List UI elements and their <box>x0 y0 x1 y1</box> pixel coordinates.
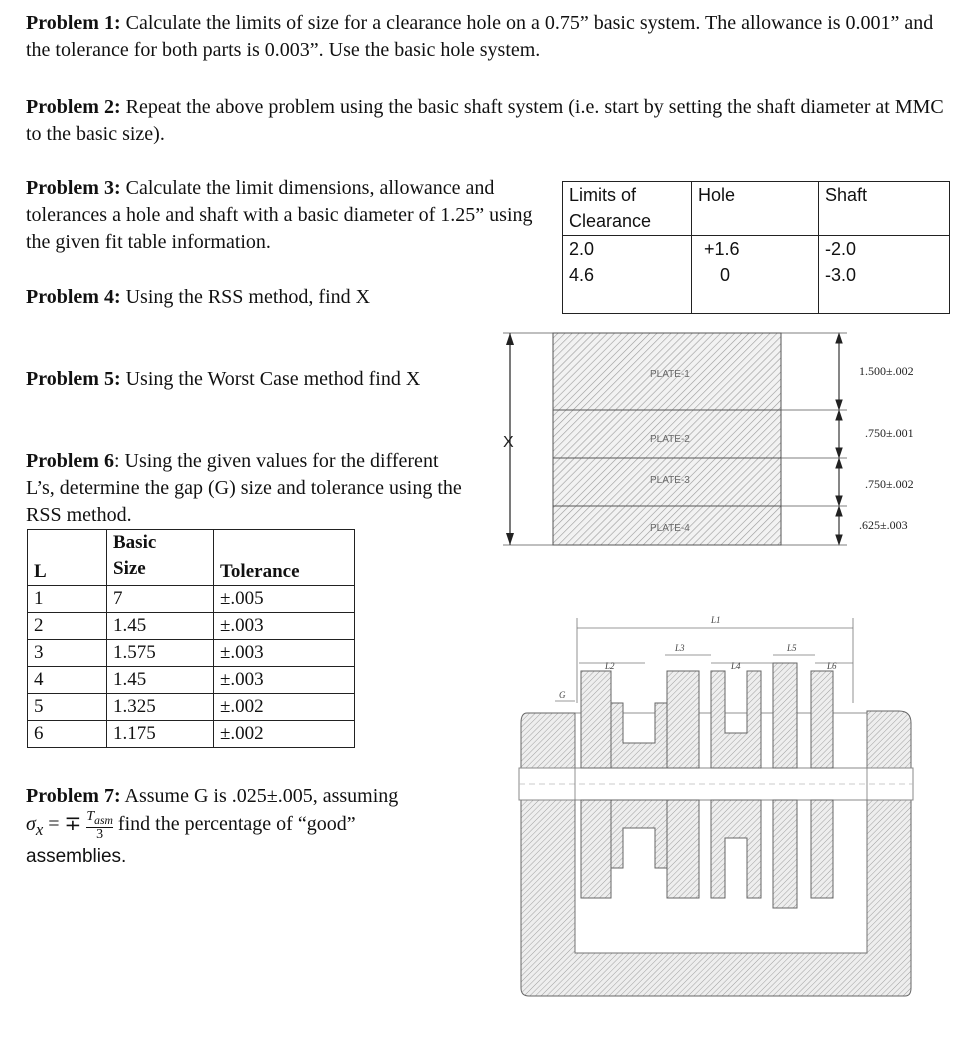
tolerance-cell: ±.003 <box>214 667 355 694</box>
sigma-equals: = ∓ <box>43 813 82 835</box>
size-cell: 1.175 <box>107 721 214 748</box>
size-cell: 1.45 <box>107 613 214 640</box>
plate-3-dim: .750±.002 <box>865 477 914 491</box>
fit-cell-hole <box>692 236 819 314</box>
fraction-numerator-sub: asm <box>94 813 113 827</box>
problem-7-line3: assemblies. <box>26 846 127 867</box>
problem-2-text: Repeat the above problem using the basic shaft system (i.e. start by setting the shaft diameter at MMC to the basic size). <box>26 96 944 145</box>
tolerance-cell: ±.002 <box>214 694 355 721</box>
fit-clearance-min: 4.6 <box>569 265 595 285</box>
tolerance-cell: ±.002 <box>214 721 355 748</box>
problem-7 <box>26 783 486 870</box>
fit-header-clearance: Limits of Clearance <box>563 182 692 236</box>
assembly-l6: L6 <box>827 661 837 671</box>
problem-6 <box>26 448 466 529</box>
fit-cell-clearance <box>563 236 692 314</box>
plate-4-label: PLATE-4 <box>650 523 690 534</box>
problem-4 <box>26 284 546 311</box>
problem-4-label: Problem 4: <box>26 286 121 308</box>
problem-2 <box>26 94 951 148</box>
problem-5 <box>26 366 486 393</box>
problem-3-text: Calculate the limit dimensions, allowance and tolerances a hole and shaft with a basic diameter of 1.25” using the given fit table information. <box>26 177 533 253</box>
size-cell: 1.325 <box>107 694 214 721</box>
fit-hole-lower: 0 <box>720 265 731 285</box>
l-header-basic-size <box>107 530 214 586</box>
fit-shaft-upper: -2.0 <box>825 239 857 259</box>
sigma-subscript: x <box>35 820 44 839</box>
plate-2 <box>553 410 781 458</box>
l-header-l: L <box>28 530 107 586</box>
tolerance-fraction <box>86 810 113 841</box>
fit-hole-upper: +1.6 <box>704 239 740 259</box>
fit-table <box>562 181 950 314</box>
sigma-formula <box>26 810 486 843</box>
l-cell: 2 <box>28 613 107 640</box>
x-label: X <box>503 434 514 451</box>
assembly-l5: L5 <box>787 643 797 653</box>
assembly-l3: L3 <box>675 643 685 653</box>
table-row <box>28 667 355 694</box>
plate-3 <box>553 458 781 506</box>
l-cell: 4 <box>28 667 107 694</box>
fit-shaft-lower: -3.0 <box>825 265 857 285</box>
problem-1-text: Calculate the limits of size for a clearance hole on a 0.75” basic system. The allowance is 0.001” and the tolerance for both parts is 0.003”. Use the basic hole system. <box>26 12 934 61</box>
assembly-g: G <box>559 690 566 700</box>
plate-stack-diagram <box>495 325 954 555</box>
fraction-numerator: T <box>86 809 95 824</box>
assembly-l4: L4 <box>731 661 741 671</box>
size-cell: 1.45 <box>107 667 214 694</box>
table-row <box>28 640 355 667</box>
l-table <box>27 529 355 748</box>
assembly-l1: L1 <box>711 615 721 625</box>
tolerance-cell: ±.003 <box>214 640 355 667</box>
size-cell: 1.575 <box>107 640 214 667</box>
plate-2-label: PLATE-2 <box>650 434 690 445</box>
plate-4-dim: .625±.003 <box>859 518 908 532</box>
problem-7-text: Assume G is .025±.005, assuming <box>120 785 399 807</box>
fraction-denominator: 3 <box>96 826 104 842</box>
l-cell: 1 <box>28 586 107 613</box>
l-header-tolerance: Tolerance <box>214 530 355 586</box>
sigma-symbol: σ <box>26 813 36 835</box>
problem-5-text: Using the Worst Case method find X <box>120 368 421 390</box>
problem-4-text: Using the RSS method, find X <box>120 286 371 308</box>
plate-1 <box>553 333 781 410</box>
plate-1-label: PLATE-1 <box>650 369 690 380</box>
tolerance-cell: ±.003 <box>214 613 355 640</box>
problem-6-text: : Using the given values for the different L’s, determine the gap (G) size and tolerance using the RSS method. <box>26 450 462 526</box>
assembly-l2: L2 <box>605 661 615 671</box>
problem-3-label: Problem 3: <box>26 177 121 199</box>
problem-1 <box>26 10 936 64</box>
problem-7-label: Problem 7: <box>26 785 121 807</box>
problem-1-label: Problem 1: <box>26 12 121 34</box>
fit-header-hole: Hole <box>692 182 819 236</box>
problem-7-tail: find the percentage of “good” <box>112 813 356 835</box>
fit-cell-shaft <box>819 236 950 314</box>
plate-3-label: PLATE-3 <box>650 475 690 486</box>
assembly-diagram <box>515 603 915 1003</box>
problem-2-label: Problem 2: <box>26 96 121 118</box>
table-row <box>28 721 355 748</box>
table-row <box>28 586 355 613</box>
tolerance-cell: ±.005 <box>214 586 355 613</box>
size-cell: 7 <box>107 586 214 613</box>
problem-3 <box>26 175 546 256</box>
fit-clearance-max: 2.0 <box>569 239 595 259</box>
table-row <box>28 613 355 640</box>
fit-header-shaft: Shaft <box>819 182 950 236</box>
l-cell: 3 <box>28 640 107 667</box>
plate-1-dim: 1.500±.002 <box>859 364 914 378</box>
plate-2-dim: .750±.001 <box>865 426 914 440</box>
problem-5-label: Problem 5: <box>26 368 121 390</box>
l-cell: 6 <box>28 721 107 748</box>
l-cell: 5 <box>28 694 107 721</box>
l-header-size: Size <box>113 558 146 579</box>
plate-4 <box>553 506 781 545</box>
l-header-basic: Basic <box>113 532 157 553</box>
problem-6-label: Problem 6 <box>26 450 114 472</box>
table-row <box>28 694 355 721</box>
